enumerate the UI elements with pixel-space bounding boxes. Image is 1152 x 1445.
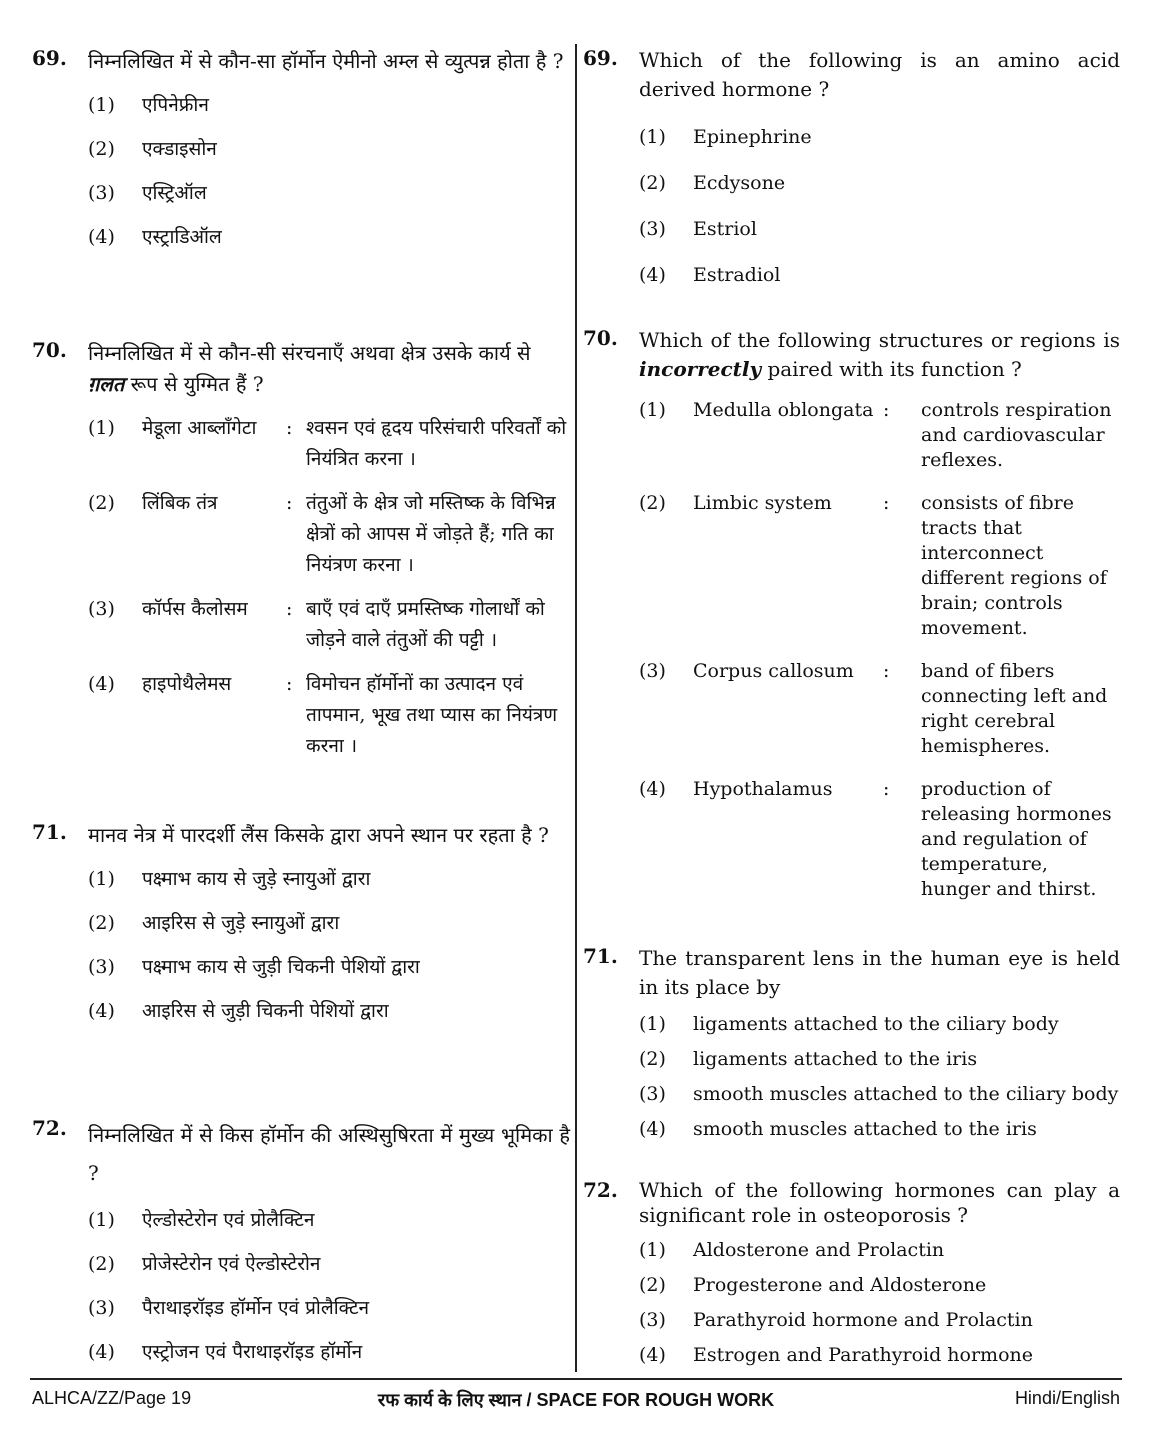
option-text: smooth muscles attached to the ciliary body [693, 1083, 1119, 1105]
option [88, 178, 570, 209]
option [639, 263, 1120, 288]
option [88, 1205, 570, 1236]
structure-name: मेडूला आब्लाँगेटा [142, 417, 257, 439]
option-text: Estriol [693, 218, 757, 240]
option-text: Estradiol [693, 264, 781, 286]
question-text [88, 338, 570, 400]
question-text-part: Which of the following structures or regions is [639, 328, 1120, 352]
option-number: (2) [88, 1253, 115, 1275]
option [639, 171, 1120, 196]
option-text: पैराथाइरॉइड हॉर्मोन एवं प्रोलैक्टिन [142, 1297, 370, 1319]
option-number: (3) [639, 1309, 666, 1331]
option-number: (4) [88, 673, 115, 695]
option-text: smooth muscles attached to the iris [693, 1118, 1037, 1140]
question-number: 70. [32, 338, 67, 362]
question-number: 69. [583, 46, 618, 70]
option-number: (3) [639, 1083, 666, 1105]
question-number: 71. [32, 820, 67, 844]
question-72-english [583, 1178, 1120, 1368]
option-number: (4) [639, 1118, 666, 1140]
option-text: एपिनेफ्रीन [142, 94, 209, 116]
option-text: Parathyroid hormone and Prolactin [693, 1309, 1033, 1331]
option-number: (4) [88, 226, 115, 248]
option-number: (1) [639, 126, 666, 148]
option-text: पक्ष्माभ काय से जुड़ी चिकनी पेशियों द्वारा [142, 956, 420, 978]
question-72-hindi [32, 1116, 570, 1368]
structure-function: श्वसन एवं हृदय परिसंचारी परिवर्तों को नियंत्रित करना । [306, 417, 567, 470]
option-number: (1) [639, 399, 666, 421]
option-number: (1) [88, 94, 115, 116]
question-text-part: paired with its function ? [761, 357, 1022, 381]
option-text: आइरिस से जुड़ी चिकनी पेशियों द्वारा [142, 1000, 389, 1022]
option: (3) Corpus callosum : band of fibers connecting left and right cerebral hemispheres. [639, 659, 1120, 759]
structure-name: हाइपोथैलेमस [142, 673, 232, 695]
structure-function: तंतुओं के क्षेत्र जो मस्तिष्क के विभिन्न क्षेत्रों को आपस में जोड़ते हैं; गति का नियंत्रण करना । [306, 492, 556, 576]
option [639, 1273, 1120, 1298]
question-number: 71. [583, 944, 618, 968]
emphasized-word: incorrectly [639, 357, 762, 381]
option [88, 1249, 570, 1280]
column-divider [575, 44, 577, 1372]
option-number: (2) [639, 492, 666, 514]
question-text: Which of the following hormones can play a significant role in osteoporosis ? [639, 1178, 1120, 1227]
option-text: Epinephrine [693, 126, 812, 148]
option: (3) कॉर्पस कैलोसम : बाएँ एवं दाएँ प्रमस्तिष्क गोलार्धों को जोड़ने वाले तंतुओं की पट्टी । [88, 594, 570, 656]
option-number: (2) [88, 138, 115, 160]
option-number: (2) [639, 172, 666, 194]
option [88, 90, 570, 121]
option-number: (4) [88, 1341, 115, 1363]
option [88, 1293, 570, 1324]
question-text-part: निम्नलिखित में से कौन-सी संरचनाएँ अथवा क्षेत्र उसके कार्य से [88, 341, 531, 365]
option [639, 217, 1120, 242]
option [88, 134, 570, 165]
question-text: निम्नलिखित में से किस हॉर्मोन की अस्थिसुषिरता में मुख्य भूमिका है ? [88, 1123, 570, 1185]
option-text: ligaments attached to the ciliary body [693, 1013, 1059, 1035]
option-text: आइरिस से जुड़े स्नायुओं द्वारा [142, 912, 340, 934]
option [88, 908, 570, 939]
option-number: (4) [88, 1000, 115, 1022]
option [88, 1337, 570, 1368]
question-text-part: रूप से युग्मित हैं ? [124, 372, 264, 396]
structure-function: band of fibers connecting left and right cerebral hemispheres. [921, 660, 1108, 757]
option-text: ligaments attached to the iris [693, 1048, 978, 1070]
emphasized-word: ग़लत [88, 372, 125, 396]
page-footer [32, 1388, 1120, 1416]
option-number: (3) [639, 218, 666, 240]
question-number: 69. [32, 46, 67, 70]
structure-function: controls respiration and cardiovascular reflexes. [921, 399, 1112, 471]
option-number: (3) [88, 182, 115, 204]
option-text: एक्डाइसोन [142, 138, 217, 160]
option-number: (3) [639, 660, 666, 682]
option-number: (2) [88, 912, 115, 934]
structure-name: Medulla oblongata [693, 399, 874, 421]
option-number: (1) [639, 1239, 666, 1261]
option: (1) Medulla oblongata : controls respiration and cardiovascular reflexes. [639, 398, 1120, 473]
question-text: मानव नेत्र में पारदर्शी लैंस किसके द्वारा अपने स्थान पर रहता है ? [88, 823, 549, 847]
question-text: निम्नलिखित में से कौन-सा हॉर्मोन ऐमीनो अम्ल से व्युत्पन्न होता है ? [88, 49, 564, 73]
option-text: पक्ष्माभ काय से जुड़े स्नायुओं द्वारा [142, 868, 371, 890]
option-number: (2) [639, 1274, 666, 1296]
option-text: एस्ट्राडिऑल [142, 226, 222, 248]
question-number: 72. [32, 1116, 67, 1140]
option: (1) मेडूला आब्लाँगेटा : श्वसन एवं हृदय परिसंचारी परिवर्तों को नियंत्रित करना । [88, 413, 570, 475]
question-69-hindi [32, 46, 570, 253]
question-70-english [583, 326, 1120, 902]
structure-function: विमोचन हॉर्मोनों का उत्पादन एवं तापमान, भूख तथा प्यास का नियंत्रण करना । [306, 673, 558, 757]
option: (4) Hypothalamus : production of releasing hormones and regulation of temperature, hunger and thirst. [639, 777, 1120, 902]
structure-name: Corpus callosum [693, 660, 854, 682]
option-text: एस्ट्रिऑल [142, 182, 207, 204]
option-number: (4) [639, 778, 666, 800]
structure-name: Limbic system [693, 492, 832, 514]
option-number: (2) [88, 492, 115, 514]
option [639, 1012, 1120, 1037]
option-number: (3) [88, 1297, 115, 1319]
option-text: Ecdysone [693, 172, 786, 194]
option-text: Aldosterone and Prolactin [693, 1239, 945, 1261]
option-number: (4) [639, 264, 666, 286]
option-number: (4) [639, 1344, 666, 1366]
option-number: (1) [639, 1013, 666, 1035]
structure-name: Hypothalamus [693, 778, 833, 800]
option: (2) Limbic system : consists of fibre tracts that interconnect different regions of brain; controls movement. [639, 491, 1120, 641]
question-text: Which of the following is an amino acid derived hormone ? [639, 48, 1120, 101]
question-text [639, 326, 1120, 384]
structure-name: लिंबिक तंत्र [142, 492, 218, 514]
option-text: ऐल्डोस्टेरोन एवं प्रोलैक्टिन [142, 1209, 315, 1231]
option-text: एस्ट्रोजन एवं पैराथाइरॉइड हॉर्मोन [142, 1341, 363, 1363]
option [639, 1343, 1120, 1368]
question-70-hindi [32, 338, 570, 762]
question-text: The transparent lens in the human eye is held in its place by [639, 946, 1120, 999]
option [639, 1082, 1120, 1107]
question-71-english [583, 944, 1120, 1142]
language-label: Hindi/English [1014, 1388, 1120, 1408]
option [639, 1308, 1120, 1333]
option-number: (1) [88, 417, 115, 439]
option [88, 864, 570, 895]
question-69-english [583, 46, 1120, 288]
option: (2) लिंबिक तंत्र : तंतुओं के क्षेत्र जो मस्तिष्क के विभिन्न क्षेत्रों को आपस में जोड़ते हैं; गति का नियंत्रण करना । [88, 488, 570, 581]
structure-function: production of releasing hormones and regulation of temperature, hunger and thirst. [921, 778, 1112, 900]
option-number: (1) [88, 1209, 115, 1231]
option-text: Estrogen and Parathyroid hormone [693, 1344, 1033, 1366]
option-number: (2) [639, 1048, 666, 1070]
footer-divider [30, 1378, 1122, 1380]
structure-function: बाएँ एवं दाएँ प्रमस्तिष्क गोलार्धों को जोड़ने वाले तंतुओं की पट्टी । [306, 598, 545, 651]
option [88, 952, 570, 983]
option [639, 1238, 1120, 1263]
option [639, 1047, 1120, 1072]
option [88, 996, 570, 1027]
rough-work-label: रफ कार्य के लिए स्थान / SPACE FOR ROUGH WORK [377, 1390, 775, 1410]
structure-name: कॉर्पस कैलोसम [142, 598, 248, 620]
option-number: (3) [88, 598, 115, 620]
page-code: ALHCA/ZZ/Page 19 [32, 1388, 192, 1408]
option-text: प्रोजेस्टेरोन एवं ऐल्डोस्टेरोन [142, 1253, 321, 1275]
question-71-hindi [32, 820, 570, 1027]
option [639, 125, 1120, 150]
option [88, 222, 570, 253]
option [639, 1117, 1120, 1142]
option-text: Progesterone and Aldosterone [693, 1274, 987, 1296]
structure-function: consists of fibre tracts that interconnect different regions of brain; controls movement. [921, 492, 1107, 639]
option-number: (1) [88, 868, 115, 890]
option: (4) हाइपोथैलेमस : विमोचन हॉर्मोनों का उत्पादन एवं तापमान, भूख तथा प्यास का नियंत्रण करना । [88, 669, 570, 762]
option-number: (3) [88, 956, 115, 978]
question-number: 72. [583, 1178, 618, 1202]
question-number: 70. [583, 326, 618, 350]
